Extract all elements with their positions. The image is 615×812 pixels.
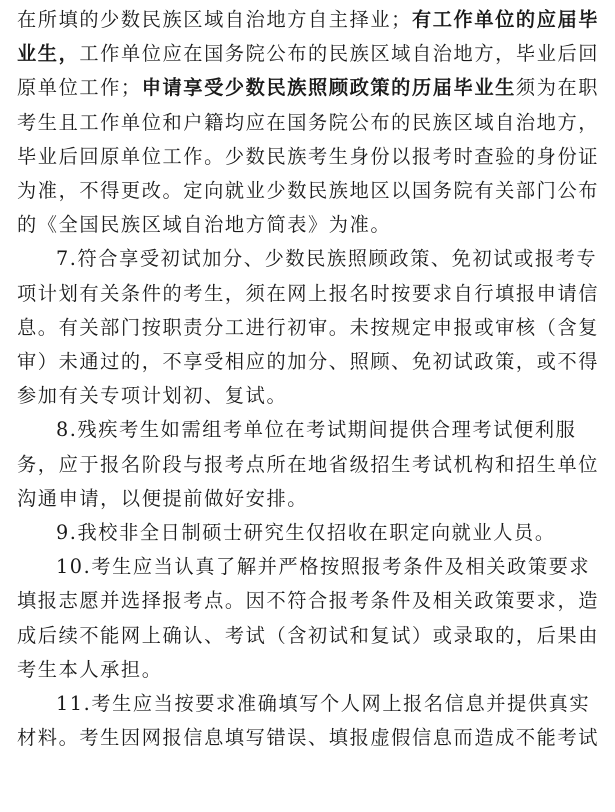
text-span: 原单位工作； xyxy=(17,76,142,100)
text-span: 9.我校非全日制硕士研究生仅招收在职定向就业人员。 xyxy=(56,521,556,544)
text-span: 工作单位应在国务院公布的民族区域自治地方，毕业后回 xyxy=(79,42,600,66)
text-span: 在所填的少数民族区域自治地方自主择业； xyxy=(17,8,412,31)
text-line xyxy=(17,620,599,651)
text-line xyxy=(56,414,599,445)
text-line xyxy=(56,517,599,548)
text-span: 息。有关部门按职责分工进行初审。未按规定申报或审核（含复 xyxy=(17,315,600,339)
text-span: 沟通申请，以便提前做好安排。 xyxy=(17,486,309,510)
text-span: 毕业后回原单位工作。少数民族考生身份以报考时查验的身份证 xyxy=(17,144,600,168)
text-line xyxy=(17,209,599,240)
text-line xyxy=(17,722,599,753)
text-span: 10.考生应当认真了解并严格按照报考条件及相关政策要求 xyxy=(56,555,591,579)
text-span: 须为在职 xyxy=(515,76,600,100)
text-line xyxy=(17,654,599,685)
text-span: 审）未通过的，不享受相应的加分、照顾、免初试政策，或不得 xyxy=(17,350,600,373)
text-span: 材料。考生因网报信息填写错误、填报虚假信息而造成不能考试 xyxy=(17,726,600,750)
text-line xyxy=(56,551,599,582)
text-line xyxy=(17,346,599,377)
text-line xyxy=(17,483,599,514)
text-span: 填报志愿并选择报考点。因不符合报考条件及相关政策要求，造 xyxy=(17,589,600,613)
text-span: 成后续不能网上确认、考试（含初试和复试）或录取的，后果由 xyxy=(17,623,600,647)
text-line xyxy=(17,4,599,35)
text-line xyxy=(17,380,599,411)
text-span: 参加有关专项计划初、复试。 xyxy=(17,384,288,408)
text-span: 7.符合享受初试加分、少数民族照顾政策、免初试或报考专 xyxy=(56,247,598,271)
text-span: 8.残疾考生如需组考单位在考试期间提供合理考试便利服 xyxy=(56,418,577,442)
text-span: 务，应于报名阶段与报考点所在地省级招生考试机构和招生单位 xyxy=(17,452,600,476)
text-line xyxy=(17,585,599,616)
text-line xyxy=(17,312,599,343)
text-span: 考生本人承担。 xyxy=(17,657,163,681)
text-line xyxy=(17,449,599,480)
text-span: 为准，不得更改。定向就业少数民族地区以国务院有关部门公布 xyxy=(17,179,600,202)
text-span: 项计划有关条件的考生，须在网上报名时按要求自行填报申请信 xyxy=(17,281,600,305)
bold-text-span: 业生， xyxy=(17,42,80,66)
bold-text-span: 有工作单位的应届毕 xyxy=(411,8,600,31)
text-span: 的《全国民族区域自治地方简表》为准。 xyxy=(17,213,392,237)
text-span: 考生且工作单位和户籍均应在国务院公布的民族区域自治地方， xyxy=(17,110,600,134)
text-line xyxy=(17,38,599,69)
bold-text-span: 申请享受少数民族照顾政策的历届毕业生 xyxy=(141,76,516,100)
text-line xyxy=(56,243,599,274)
text-line xyxy=(17,278,599,309)
text-line xyxy=(17,72,599,103)
text-line xyxy=(56,688,599,719)
text-line xyxy=(17,141,599,172)
text-line xyxy=(17,175,599,206)
text-line xyxy=(17,107,599,138)
text-span: 11.考生应当按要求准确填写个人网上报名信息并提供真实 xyxy=(56,692,591,715)
